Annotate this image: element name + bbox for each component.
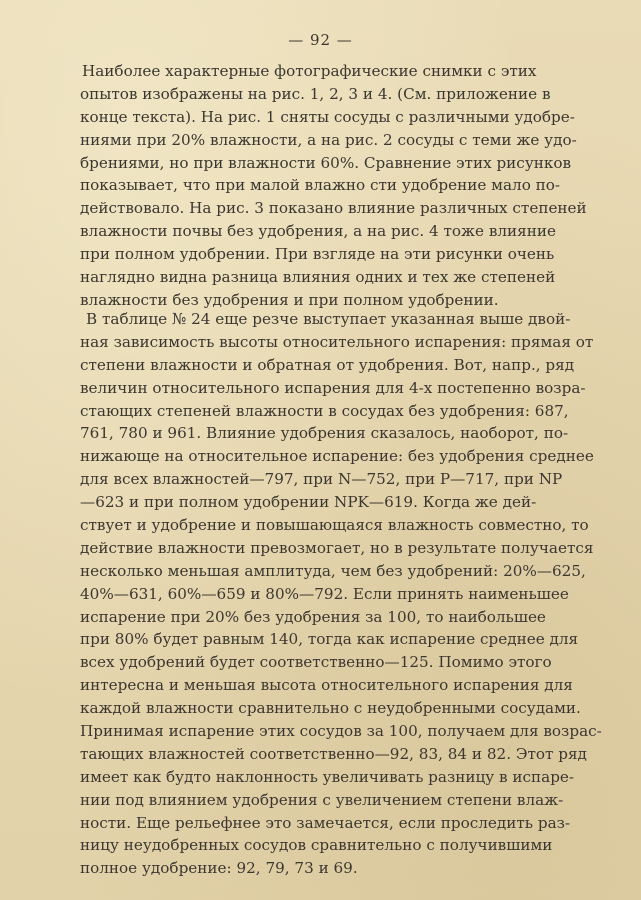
text-line: В таблице № 24 еще резче выступает указанная выше двой- [86,310,571,328]
text-line: при 80% будет равным 140, тогда как испарение среднее для [80,630,579,649]
text-line: брениями, но при влажности 60%. Сравнение этих рисунков [80,153,572,172]
page-number: — 92 — [288,31,353,49]
text-line: ная зависимость высоты относительного испарения: прямая от [80,332,594,351]
text-line: действовало. На рис. 3 показано влияние различных степеней [80,199,587,218]
text-line: 40%—631, 60%—659 и 80%—792. Если принять наименьшее [80,584,569,603]
text-line: влажности почвы без удобрения, а на рис. 4 тоже влияние [80,222,556,241]
text-line: испарение при 20% без удобрения за 100, то наибольшее [80,607,546,626]
text-line: всех удобрений будет соответственно—125. Помимо этого [80,653,552,672]
text-line: величин относительного испарения для 4-х постепенно возра- [80,378,586,397]
text-line: 761, 780 и 961. Влияние удобрения сказалось, наоборот, по- [80,424,569,443]
text-line: действие влажности превозмогает, но в результате получается [80,538,594,557]
text-line: каждой влажности сравнительно с неудобренными сосудами. [80,699,581,718]
text-line: несколько меньшая амплитуда, чем без удобрений: 20%—625, [80,561,586,580]
text-line: ницу неудобренных сосудов сравнительно с получившими [80,836,553,855]
text-line: показывает, что при малой влажно сти удобрение мало по- [80,176,561,195]
text-line: опытов изображены на рис. 1, 2, 3 и 4. (См. приложение в [80,84,551,103]
text-line: для всех влажностей—797, при N—752, при Р—717, при NP [80,470,563,489]
text-line: ствует и удобрение и повышающаяся влажность совместно, то [80,516,589,535]
text-line: при полном удобрении. При взгляде на эти рисунки очень [80,245,555,264]
text-line: имеет как будто наклонность увеличивать разницу в испаре- [80,767,575,786]
text-line: степени влажности и обратная от удобрения. Вот, напр., ряд [80,355,575,374]
text-line: влажности без удобрения и при полном удобрении. [80,290,499,309]
text-line: стающих степеней влажности в сосудах без удобрения: 687, [80,401,569,420]
text-line: полное удобрение: 92, 79, 73 и 69. [80,859,358,878]
text-line: нии под влиянием удобрения с увеличением степени влаж- [80,790,564,809]
text-line: Наиболее характерные фотографические снимки с этих [82,62,537,80]
text-line: —623 и при полном удобрении NPK—619. Когда же дей- [80,493,537,512]
text-line: нижающе на относительное испарение: без удобрения среднее [80,447,594,466]
text-line: Принимая испарение этих сосудов за 100, получаем для возрас- [80,722,602,741]
text-line: наглядно видна разница влияния одних и тех же степеней [80,268,556,287]
text-line: интересна и меньшая высота относительного испарения для [80,676,573,695]
text-line: ности. Еще рельефнее это замечается, если проследить раз- [80,813,571,832]
paragraph-2 [82,308,602,880]
text-line: конце текста). На рис. 1 сняты сосуды с различными удобре- [80,107,575,126]
paragraph-1 [82,60,602,312]
text-line: тающих влажностей соответственно—92, 83, 84 и 82. Этот ряд [80,744,587,763]
text-line: ниями при 20% влажности, а на рис. 2 сосуды с теми же удо- [80,130,577,149]
